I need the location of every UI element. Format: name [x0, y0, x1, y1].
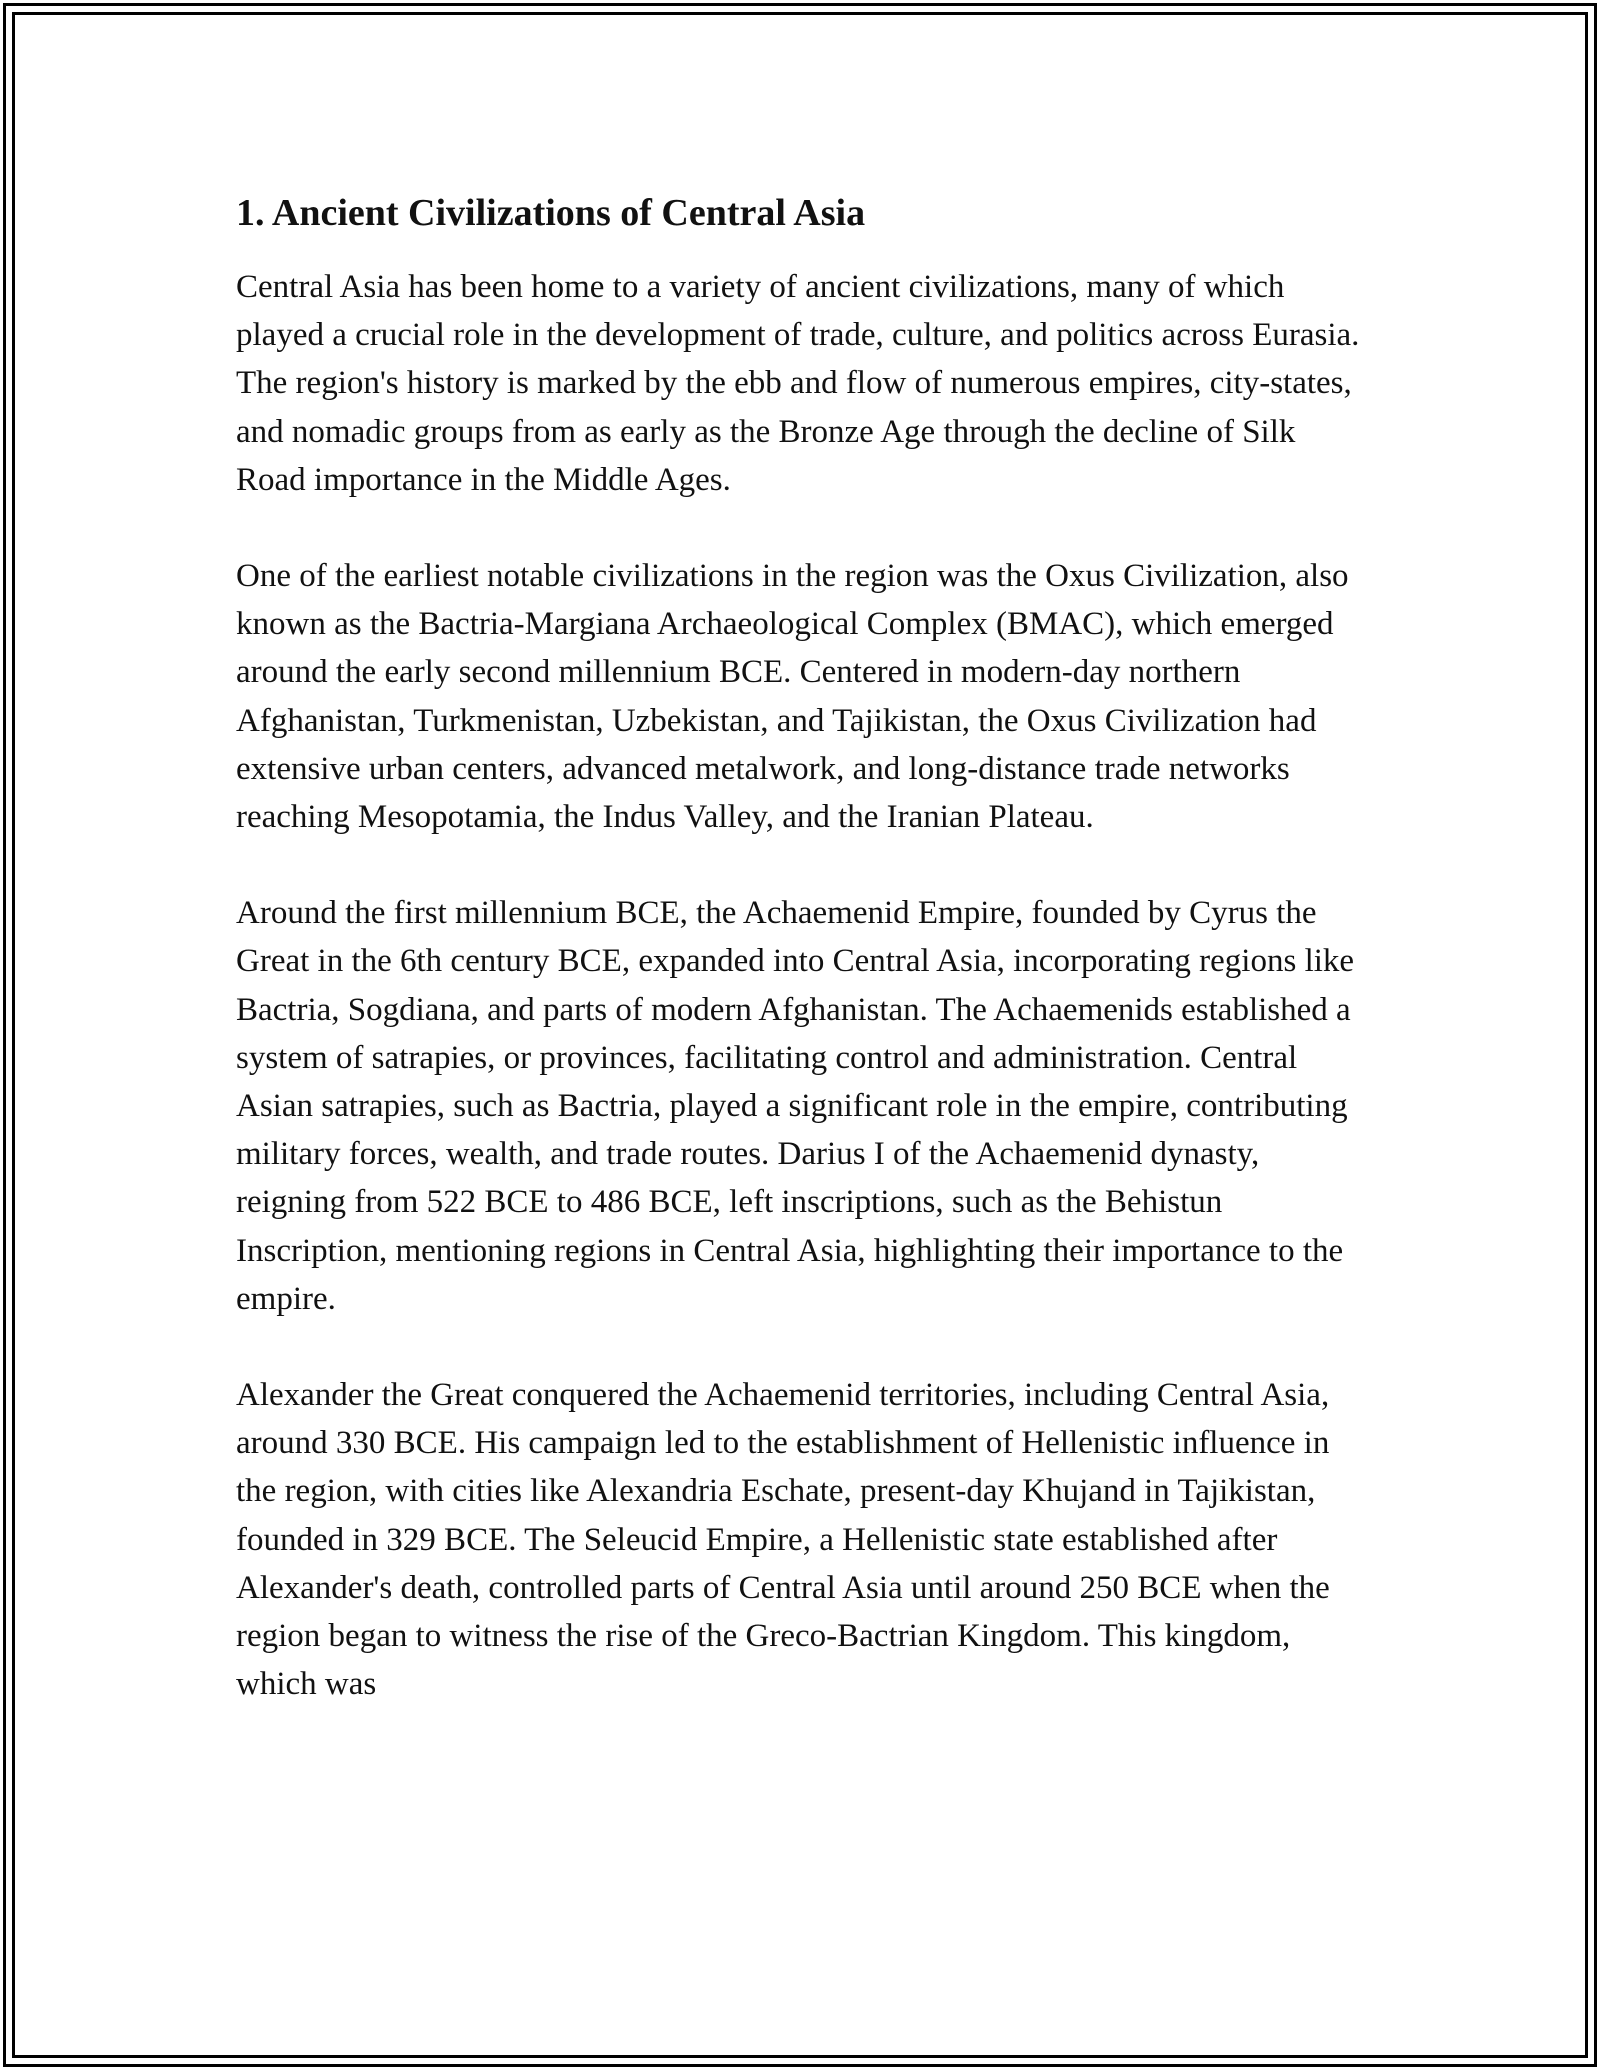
paragraph-alexander: Alexander the Great conquered the Achaemenid territories, including Central Asia, around 330 BCE. His campaign led to the establishment of Hellenistic influence in the region, with cities like Alexandria Eschate, present-day Khujand in Tajikistan, founded in 329 BCE. The Seleucid Empire, a Hellenistic state established after Alexander's death, controlled parts of Central Asia until around 250 BCE when the region began to witness the rise of the Greco-Bactrian Kingdom. This kingdom, which was	[236, 1377, 1330, 1703]
document-body	[236, 185, 1366, 1756]
section-heading: 1. Ancient Civilizations of Central Asia	[236, 192, 866, 234]
paragraph-intro: Central Asia has been home to a variety of ancient civilizations, many of which played a crucial role in the development of trade, culture, and politics across Eurasia. The region's history is marked by the ebb and flow of numerous empires, city-states, and nomadic groups from as early as the Bronze Age through the decline of Silk Road importance in the Middle Ages.	[236, 269, 1360, 498]
paragraph-achaemenid: Around the first millennium BCE, the Achaemenid Empire, founded by Cyrus the Great in the 6th century BCE, expanded into Central Asia, incorporating regions like Bactria, Sogdiana, and parts of modern Afghanistan. The Achaemenids established a system of satrapies, or provinces, facilitating control and administration. Central Asian satrapies, such as Bactria, played a significant role in the empire, contributing military forces, wealth, and trade routes. Darius I of the Achaemenid dynasty, reigning from 522 BCE to 486 BCE, left inscriptions, such as the Behistun Inscription, mentioning regions in Central Asia, highlighting their importance to the empire.	[236, 895, 1355, 1317]
paragraph-oxus: One of the earliest notable civilizations in the region was the Oxus Civilization, also known as the Bactria-Margiana Archaeological Complex (BMAC), which emerged around the early second millennium BCE. Centered in modern-day northern Afghanistan, Turkmenistan, Uzbekistan, and Tajikistan, the Oxus Civilization had extensive urban centers, advanced metalwork, and long-distance trade networks reaching Mesopotamia, the Indus Valley, and the Iranian Plateau.	[236, 558, 1349, 836]
